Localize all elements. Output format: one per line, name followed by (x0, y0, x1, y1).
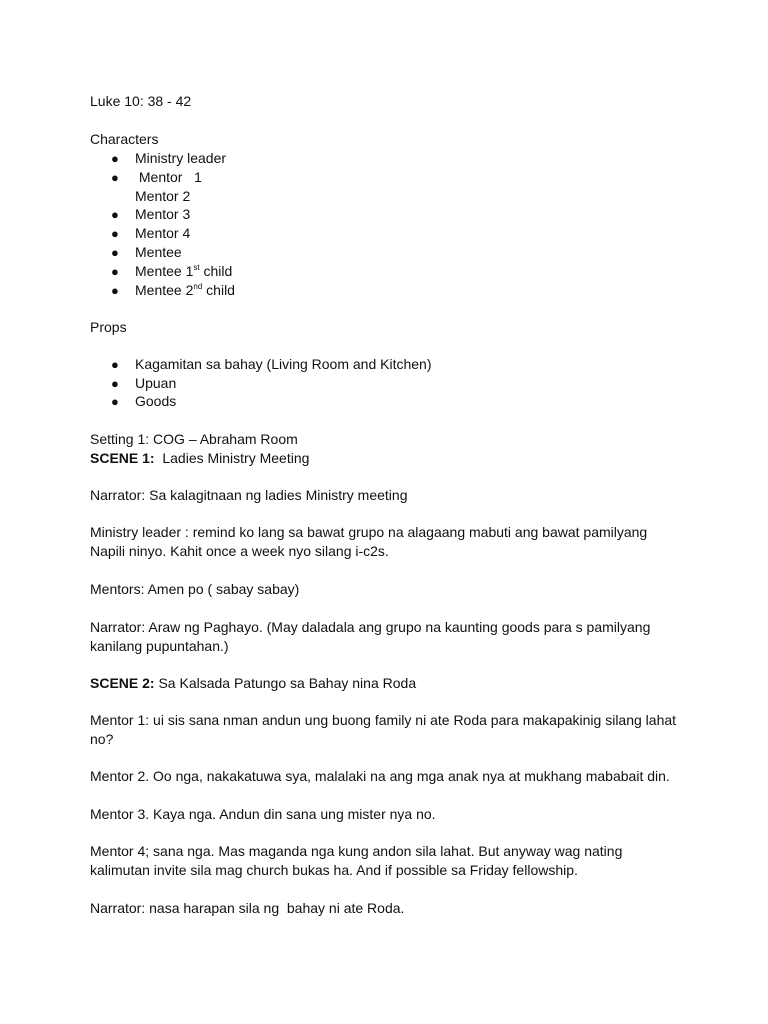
scene-title: Ladies Ministry Meeting (154, 450, 310, 466)
character-item: Mentor 3 (135, 206, 191, 222)
character-item-text: Mentee 2 (135, 282, 194, 298)
bullet: ● (111, 357, 119, 372)
script-line: Narrator: Araw ng Paghayo. (May daladala ang grupo na kaunting goods para s pamilyang (90, 619, 651, 635)
character-item (135, 262, 232, 281)
bullet: ● (111, 245, 119, 260)
props-item: Kagamitan sa bahay (Living Room and Kitchen) (135, 356, 432, 372)
ordinal-suffix: st (193, 263, 200, 272)
script-line: Narrator: Sa kalagitnaan ng ladies Ministry meeting (90, 487, 408, 503)
bullet: ● (111, 376, 119, 391)
script-line: no? (90, 731, 114, 747)
bullet: ● (111, 394, 119, 409)
scene-1-heading (90, 449, 309, 468)
props-item: Goods (135, 393, 177, 409)
character-item-suffix: child (202, 282, 235, 298)
character-item: Ministry leader (135, 150, 227, 166)
setting-line: Setting 1: COG – Abraham Room (90, 431, 298, 447)
props-heading: Props (90, 319, 127, 335)
scene-2-heading (90, 674, 416, 693)
character-item: Mentee (135, 244, 182, 260)
character-item-suffix: child (199, 263, 233, 279)
character-item: Mentor 1 (135, 169, 202, 185)
characters-heading: Characters (90, 131, 159, 147)
character-item: Mentor 4 (135, 225, 191, 241)
character-item-text: Mentee 1 (135, 263, 194, 279)
scripture-reference: Luke 10: 38 - 42 (90, 93, 192, 109)
props-item: Upuan (135, 375, 177, 391)
script-line: kanilang pupuntahan.) (90, 638, 229, 654)
bullet: ● (111, 226, 119, 241)
ordinal-suffix: nd (193, 282, 203, 291)
script-line: Mentor 2. Oo nga, nakakatuwa sya, malalaki na ang mga anak nya at mukhang mababait din. (90, 768, 670, 784)
scene-label: SCENE 2: (90, 675, 155, 691)
script-line: Mentors: Amen po ( sabay sabay) (90, 581, 300, 597)
script-line: Mentor 4; sana nga. Mas maganda nga kung andon sila lahat. But anyway wag nating (90, 843, 623, 859)
script-line: Napili ninyo. Kahit once a week nyo silang i-c2s. (90, 543, 389, 559)
character-item (135, 281, 235, 300)
bullet: ● (111, 283, 119, 298)
bullet: ● (111, 170, 119, 185)
bullet: ● (111, 264, 119, 279)
script-line: kalimutan invite sila mag church bukas ha. And if possible sa Friday fellowship. (90, 862, 578, 878)
scene-label: SCENE 1: (90, 450, 155, 466)
scene-title: Sa Kalsada Patungo sa Bahay nina Roda (154, 675, 417, 691)
bullet: ● (111, 151, 119, 166)
character-item: Mentor 2 (135, 188, 191, 204)
script-line: Mentor 3. Kaya nga. Andun din sana ung mister nya no. (90, 806, 436, 822)
script-line: Mentor 1: ui sis sana nman andun ung buong family ni ate Roda para makapakinig silang lahat (90, 712, 677, 728)
script-line: Ministry leader : remind ko lang sa bawat grupo na alagaang mabuti ang bawat pamilyang (90, 524, 648, 540)
script-line: Narrator: nasa harapan sila ng bahay ni ate Roda. (90, 900, 405, 916)
bullet: ● (111, 207, 119, 222)
